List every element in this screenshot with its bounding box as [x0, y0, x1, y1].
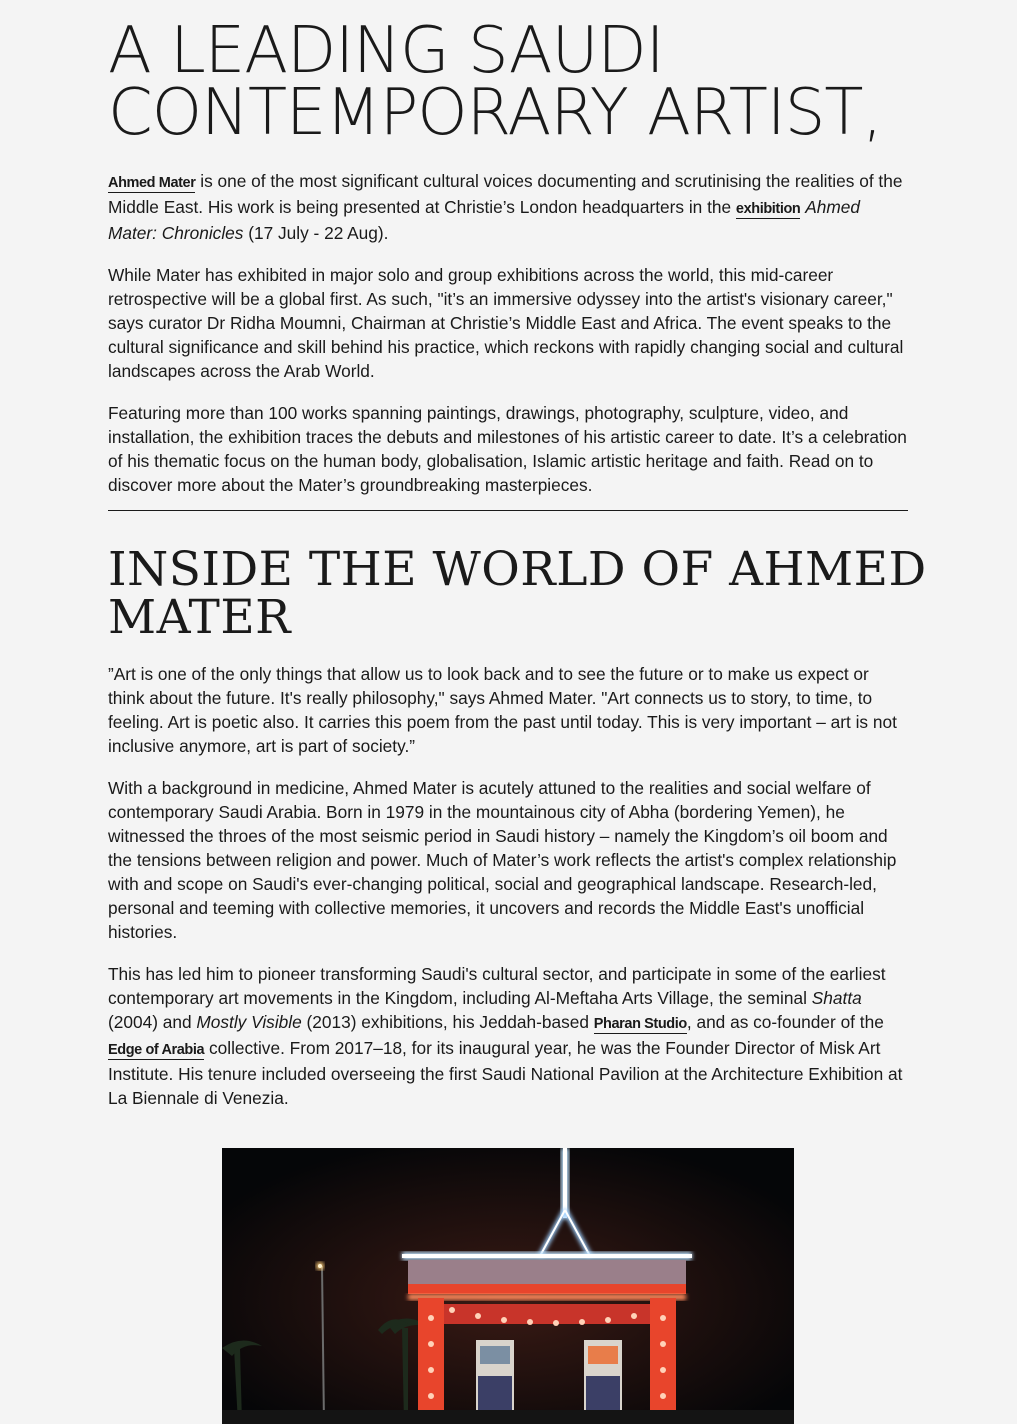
section-heading-line-1: INSIDE THE WORLD OF AHMED [108, 542, 927, 597]
intro-paragraph-1 [108, 169, 908, 245]
section-divider [108, 510, 908, 511]
career-paragraph [108, 962, 908, 1110]
shatta-title: Shatta [811, 988, 862, 1008]
intro-p1-text-1: is one of the most significant cultural voices documenting and scrutinising the realities of the Middle East. His work is being presented at Christie’s London headquarters in the [108, 171, 903, 217]
section-body [108, 662, 908, 1110]
heading-line-2: CONTEMPORARY ARTIST, [108, 76, 882, 150]
neon-canopy [402, 1252, 692, 1300]
career-text-4: , and as co-founder of the [686, 1012, 884, 1032]
background-paragraph: With a background in medicine, Ahmed Mater is acutely attuned to the realities and social welfare of contemporary Saudi Arabia. Born in 1979 in the mountainous city of Abha (bordering Yemen), he witnessed the throes of the most seismic period in Saudi history – namely the Kingdom’s oil boom and the tensions between religion and power. Much of Mater’s work reflects the artist's complex relationship with and scope on Saudi's ever-changing political, social and geographical landscape. Research-led, personal and teeming with collective memories, it uncovers and records the Middle East's unofficial histories. [108, 778, 897, 942]
intro-section [108, 169, 908, 497]
intro-p1-text-2: (17 July - 22 Aug). [243, 223, 389, 243]
career-text-2: (2004) and [108, 1012, 197, 1032]
exhibition-link[interactable]: exhibition [735, 201, 801, 217]
edge-of-arabia-link[interactable]: Edge of Arabia [108, 1042, 205, 1058]
career-text-5: collective. From 2017–18, for its inaugural year, he was the Founder Director of Misk Art Institute. His tenure included overseeing the first Saudi National Pavilion at the Architecture Exhibition at La Biennale di Venezia. [108, 1038, 903, 1108]
section-heading [108, 542, 928, 645]
career-text-1: This has led him to pioneer transforming Saudi's cultural sector, and participate in some of the earliest contemporary art movements in the Kingdom, including Al-Meftaha Arts Village, the seminal [108, 964, 886, 1008]
mostly-visible-title: Mostly Visible [196, 1012, 302, 1032]
pharan-studio-link[interactable]: Pharan Studio [593, 1016, 687, 1032]
intro-paragraph-3: Featuring more than 100 works spanning paintings, drawings, photography, sculpture, video, and installation, the exhibition traces the debuts and milestones of his artistic career to date. It’s a celebration of his thematic focus on the human body, globalisation, Islamic artistic heritage and faith. Read on to discover more about the Mater’s groundbreaking masterpieces. [108, 403, 907, 495]
artist-link[interactable]: Ahmed Mater [108, 175, 196, 191]
intro-paragraph-2: While Mater has exhibited in major solo and group exhibitions across the world, this mid-career retrospective will be a global first. As such, "it’s an immersive odyssey into the artist's visionary career," says curator Dr Ridha Moumni, Chairman at Christie’s Middle East and Africa. The event speaks to the cultural significance and skill behind his practice, which reckons with rapidly changing social and cultural landscapes across the Arab World. [108, 265, 904, 381]
page-heading [108, 14, 988, 150]
exhibition-title: Ahmed Mater: Chronicles [108, 197, 860, 243]
heading-line-1: A LEADING SAUDI [108, 14, 664, 88]
ground [222, 1410, 794, 1424]
section-heading-line-2: MATER [108, 590, 292, 645]
artwork-photo [222, 1148, 794, 1424]
quote-paragraph: ”Art is one of the only things that allow us to look back and to see the future or to make us expect or think about the future. It's really philosophy," says Ahmed Mater. "Art connects us to story, to time, to feeling. Art is poetic also. It carries this poem from the past until today. This is very important – art is not inclusive anymore, art is part of society.” [108, 664, 897, 756]
career-text-3: (2013) exhibitions, his Jeddah-based [301, 1012, 594, 1032]
neon-petrol-station-illustration [222, 1148, 794, 1424]
